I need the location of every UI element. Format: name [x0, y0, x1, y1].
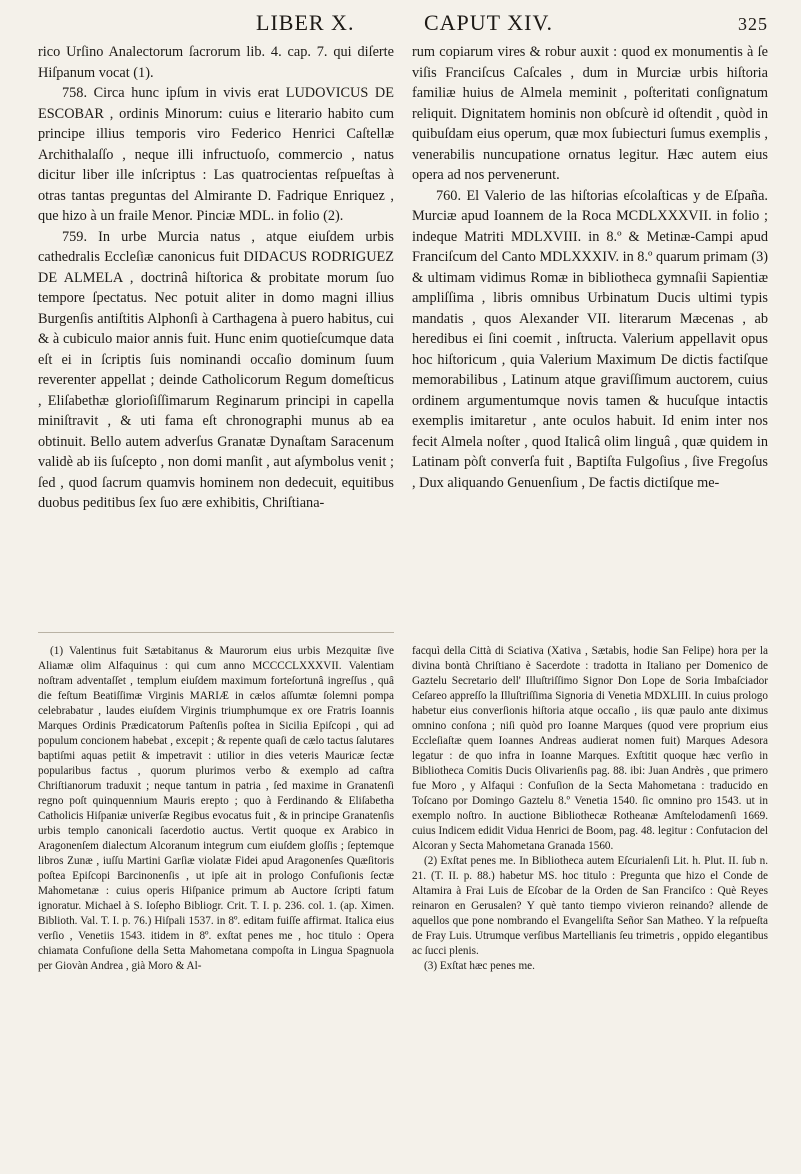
paragraph: 759. In urbe Murcia natus , atque eiuſdem urbis cathedralis Eccleſiæ canonicus fuit DIDACUS RODRIGUEZ DE ALMELA , doctrinâ hiſtorica & probitate morum ſuo tempore ſpectatus. Nec potuit aliter in domo magni illius Burgenſis antiſtitis Alphonſi à Carthagena à puero habitus, cui & à cubiculo maior annis fuit. Hunc enim quotieſcumque data eſt ei in ſcriptis ſuis nominandi occaſio dominum ſuum reverenter appellat ; deinde Catholicorum Regum domeſticus , Eliſabethæ glorioſiſſimarum Reginarum principi in capella miniſtravit , & uti fama eſt chronographi munus ab ea obtinuit. Bello autem adverſus Granatæ Dynaſtam Saracenum validè ab iis ſuſcepto , non domi manſit , aut aſymbolus venit ; ſed , quod ſacrum quamvis hominem non dedecuit, equitibus duobus peditibus ſex ſuo ære exhibitis, Chriſtiana- — [38, 228, 394, 511]
footnote: facquì della Città di Sciativa (Xativa , Sætabis, hodie San Felipe) hora per la divina bontà Chriſtiano è Sacerdote : tradotta in Italiano per Domenico de Gaztelu Secretario dell' Illuſtriſſimo Signor Don Lope de Soria Imbaſciador Ceſareo appreſſo la Illuſtriſſima Signoria di Venetia MDXLIII. In cuius prologo habetur eius converſionis hiſtoria atque occaſio , iis quæ paulo ante diximus omnino conſona ; niſi quòd pro Ioanne Marques (quod vere proprium eius Eccleſiaſtæ quem Ioannes Andreas audierat nomen fuit) Marques Adesora legatur : de quo infra in Ioanne Marques. Exſtitit quoque hæc verſio in Bibliotheca Comitis Ducis Olivarienſis pag. 88. ibi: Juan Andrès , que primero fue Moro , y Alfaqui : Confuſion de la Secta Mahometana : traducido en Toſcano por Domingo Gaztelu 8.º Venetia 1540. ſic omnino pro 1543. ut in exemplo noſtro. In auctione Bibliothecæ Rotheanæ Amſtelodamenſi 1669. cuius Indicem edidit Vidua Henrici de Boom, pag. 48. legitur : Confutacion del Alcoran y Secta Mahometana Granada 1560. — [412, 645, 768, 852]
paragraph: rum copiarum vires & robur auxit : quod ex monumentis à ſe viſis Franciſcus Caſcales , dum in Murciæ urbis hiſtoria familiæ huius de Almela meminit , poſteritati conſignatum reliquit. Dignitatem hominis non obſcurè id oſtendit , quòd in quibuſdam eius operum, quæ mox ſubiecturi ſumus exemplis , venerabilis nuncupatione ornatus legitur. Hæc autem eius opera ad nos pervenerunt. — [412, 44, 768, 183]
page-header — [0, 10, 801, 36]
paragraph: rico Urſino Analectorum ſacrorum lib. 4. cap. 7. qui diſerte Hiſpanum vocat (1). — [38, 44, 394, 81]
book-label: LIBER X. — [256, 10, 355, 35]
chapter-label: CAPUT XIV. — [424, 10, 553, 35]
page-number: 325 — [738, 14, 768, 34]
paragraph: 760. El Valerio de las hiſtorias eſcolaſticas y de Eſpaña. Murciæ apud Ioannem de la Roca MCDLXXXVII. in folio ; indeque Matriti MDLXVIII. in 8.º & Metinæ-Campi apud Franciſcum del Canto MDLXXXIV. in 8.º quarum primam (3) & ultimam vidimus Romæ in bibliotheca gymnaſii Sapientiæ ampliſſima , libris omnibus Urbinatum Ducis ultimi typis mandatis , quos Alexander VII. literarum Mæcenas , ab heredibus ei ſini coemit , inſtructa. Valerium appellavit opus hoc hiſtoricum , quia Valerium Maximum De dictis factiſque memorabilibus , Latinum atque graviſſimum auctorem, cuius ordinem argumentumque novis tamen & hucuſque intactis exemplis imitaretur , ante oculos habuit. Id enim inter nos fecit Almela noſter , quod Italicâ olim linguâ , quæ quidem in Latinam pòſt converſa fuit , Baptiſta Fulgoſius , ſive Fregoſus , Dux aliquando Genuenſium , De factis dictiſque me- — [412, 187, 768, 491]
footnote-divider — [38, 632, 394, 633]
paragraph: 758. Circa hunc ipſum in vivis erat LUDOVICUS DE ESCOBAR , ordinis Minorum: cuius e literario habito cum principe illius temporis viro Federico Henrici Caſtellæ Archithalaſſo , neque illi infructuoſo, commercio , natus dicitur liber ille inſcriptus : Las quatrocientas reſpueſtas à otras tantas preguntas del Almirante D. Fadrique Enriquez , que hizo à un fraile Menor. Pinciæ MDL. in folio (2). — [38, 85, 394, 224]
right-column — [412, 42, 768, 493]
footnote: (2) Exſtat penes me. In Bibliotheca autem Eſcurialenſi Lit. h. Plut. II. ſub n. 21. (T. II. p. 88.) habetur MS. hoc titulo : Pregunta que hizo el Conde de Altamira à Frai Luis de Eſcobar de la Orden de San Franciſco : Què Reyes reinaron en Gerusalen? Y què tanto tiempo vivieron reinando? allende de aquellos que pone nombrando el Evangeliſta Señor San Matheo. Y la reſpueſta de Fray Luis. Utrumque verſibus Martellianis ſeu trimetris , oppido elegantibus ac ſucci plenis. — [412, 855, 768, 957]
left-column — [38, 42, 394, 514]
footnote: (1) Valentinus fuit Sætabitanus & Maurorum eius urbis Mezquitæ ſive Aliamæ olim Alfaquinus : qui cum anno MCCCCLXXXVII. Valentiam noſtram adventaſſet , templum eiuſdem maximum forteſortunâ ingreſſus , quâ die feſtum Beatiſſimæ Virginis MARIÆ in cælos aſſumtæ ſolemni pompa celebrabatur , laudes eiuſdem Virginis triumphumque ex ore Fratris Ioannis Marques Ordinis Prædicatorum Paſtenſis poſtea in Sicilia Epiſcopi , qui ad populum concionem habebat , excepit ; & repente quaſi de cælo tactus ſalutares baptiſmi aquas petiit & impetravit : utilior in dies veteris Mauricæ ſectæ popularibus factus , quorum plurimos verbo & exemplo ad caſtra Chriſtianorum traduxit ; neque tantum in patria , ſed maxime in Granatenſi regno poſt quinquennium Mauris erepto ; quo à Ferdinando & Eliſabetha Catholicis Hiſpaniæ univerſæ Regibus evocatus fuit , & in principe Granatenſis urbis templo canonicali ſacerdotio auctus. Vertit quoque ex Arabico in Aragonenſem dialectum Alcoranum integrum cum eiuſdem gloſſis ; ſeptemque libros Zunæ , iuſſu Martini Garſiæ violatæ Fidei apud Aragonenſes Quæſitoris poſtea Epiſcopi Barcinonenſis , ut ipſe ait in prologo Confuſionis ſectæ Mahometanæ : cuius operis Hiſpanice primum ab Auctore ſcripti fatum ignoratur. Michael à S. Ioſepho Bibliogr. Crit. T. I. p. 236. col. 1. (ap. Ximen. Biblioth. Val. T. I. p. 76.) Hiſpali 1537. in 8º. editam fuiſſe affirmat. Italica eius verſio , Venetiis 1543. itidem in 8º. exſtat penes me , hoc titulo : Opera chiamata Confuſione della Setta Mahometana compoſta in Lingua Spagnuola per Giovàn Andrea , già Moro & Al- — [38, 645, 394, 972]
footnotes-right — [412, 644, 768, 974]
footnote: (3) Exſtat hæc penes me. — [424, 960, 535, 972]
footnotes-left — [38, 644, 394, 974]
